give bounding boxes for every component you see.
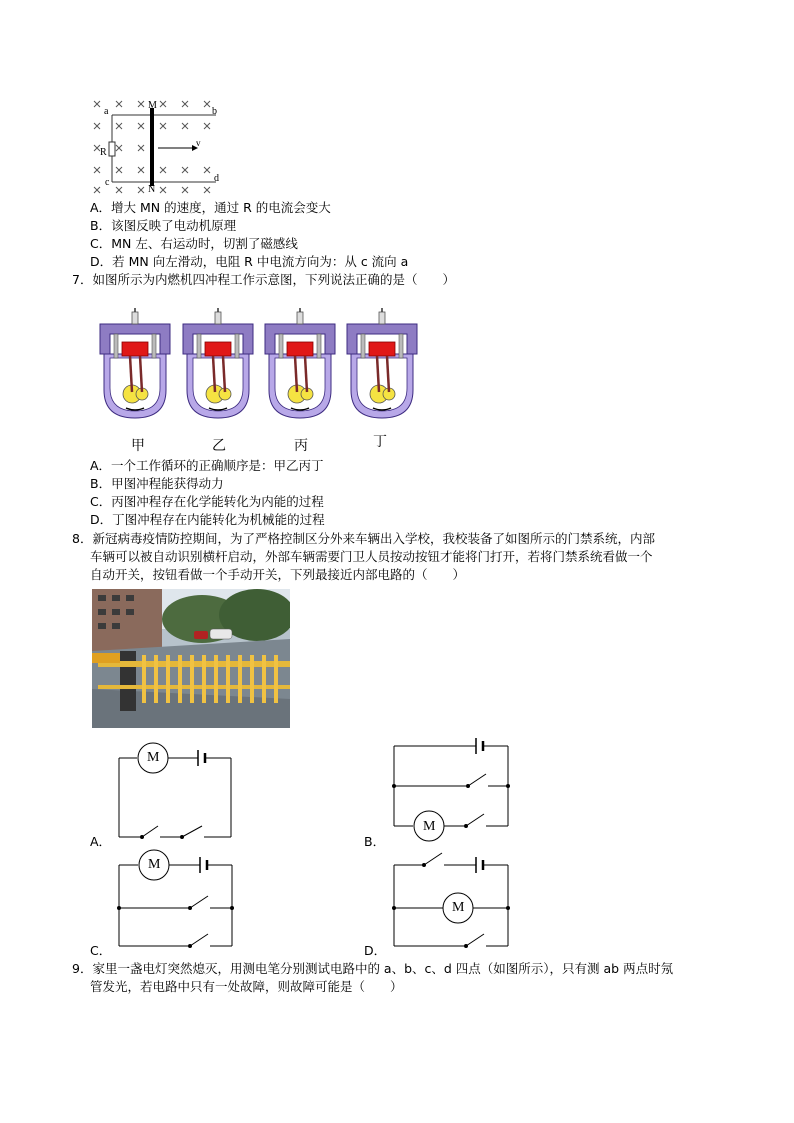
q7-option-b: B．甲图冲程能获得动力 xyxy=(90,476,224,491)
q8-question-line-3: 自动开关，按钮看做一个手动开关，下列最接近内部电路的（ ） xyxy=(90,567,466,582)
circuit-c-motor-label: M xyxy=(148,857,161,872)
q8-question-line-2: 车辆可以被自动识别横杆启动，外部车辆需要门卫人员按动按钮才能将门打开，若将门禁系统看做一个 xyxy=(90,549,653,564)
circuit-c xyxy=(112,848,240,952)
engine-diagrams xyxy=(94,308,424,433)
resistor-R xyxy=(109,142,115,156)
q9-question-line-2: 管发光，若电路中只有一处故障，则故障可能是（ ） xyxy=(90,979,403,994)
label-b: b xyxy=(212,106,217,117)
engine-yi xyxy=(183,308,253,418)
q6-option-a: A．增大 MN 的速度，通过 R 的电流会变大 xyxy=(90,200,331,215)
engine-jia xyxy=(100,308,170,418)
q7-option-d: D．丁图冲程存在内能转化为机械能的过程 xyxy=(90,512,325,527)
label-M: M xyxy=(148,100,157,111)
q6-option-d: D．若 MN 向左滑动，电阻 R 中电流方向为：从 c 流向 a xyxy=(90,254,409,269)
gate-photo xyxy=(92,589,290,728)
q7-option-c: C．丙图冲程存在化学能转化为内能的过程 xyxy=(90,494,324,509)
q7-option-a: A．一个工作循环的正确顺序是：甲乙丙丁 xyxy=(90,458,324,473)
engine-bing xyxy=(265,308,335,418)
q9-question-line-1: 9．家里一盏电灯突然熄灭，用测电笔分别测试电路中的 a、b、c、d 四点（如图所示），只有测 ab 两点时氖 xyxy=(72,961,674,976)
circuit-d-motor-label: M xyxy=(452,900,465,915)
circuit-a xyxy=(112,740,240,844)
label-N: N xyxy=(148,184,156,195)
circuit-a-motor-label: M xyxy=(147,750,160,765)
engine-ding xyxy=(347,308,417,418)
q8-question-line-1: 8．新冠病毒疫情防控期间，为了严格控制区分外来车辆出入学校，我校装备了如图所示的门禁系统，内部 xyxy=(72,531,655,546)
circuit-b-label: B． xyxy=(364,834,386,849)
label-c: c xyxy=(105,177,110,188)
q6-option-c: C．MN 左、右运动时，切割了磁感线 xyxy=(90,236,298,251)
label-v: v xyxy=(196,138,201,148)
engine-label-jia: 甲 xyxy=(131,438,145,454)
q7-question: 7．如图所示为内燃机四冲程工作示意图，下列说法正确的是（ ） xyxy=(72,272,455,287)
engine-label-ding: 丁 xyxy=(373,434,387,450)
engine-label-yi: 乙 xyxy=(212,438,226,454)
label-a: a xyxy=(104,106,109,117)
circuit-a-label: A． xyxy=(90,834,112,849)
circuit-c-label: C． xyxy=(90,943,112,958)
engine-label-bing: 丙 xyxy=(294,438,308,454)
circuit-b-motor-label: M xyxy=(423,819,436,834)
label-R: R xyxy=(100,147,107,158)
circuit-b xyxy=(388,736,518,846)
label-d: d xyxy=(214,173,219,184)
q6-option-b: B．该图反映了电动机原理 xyxy=(90,218,237,233)
circuit-d-label: D． xyxy=(364,943,387,958)
